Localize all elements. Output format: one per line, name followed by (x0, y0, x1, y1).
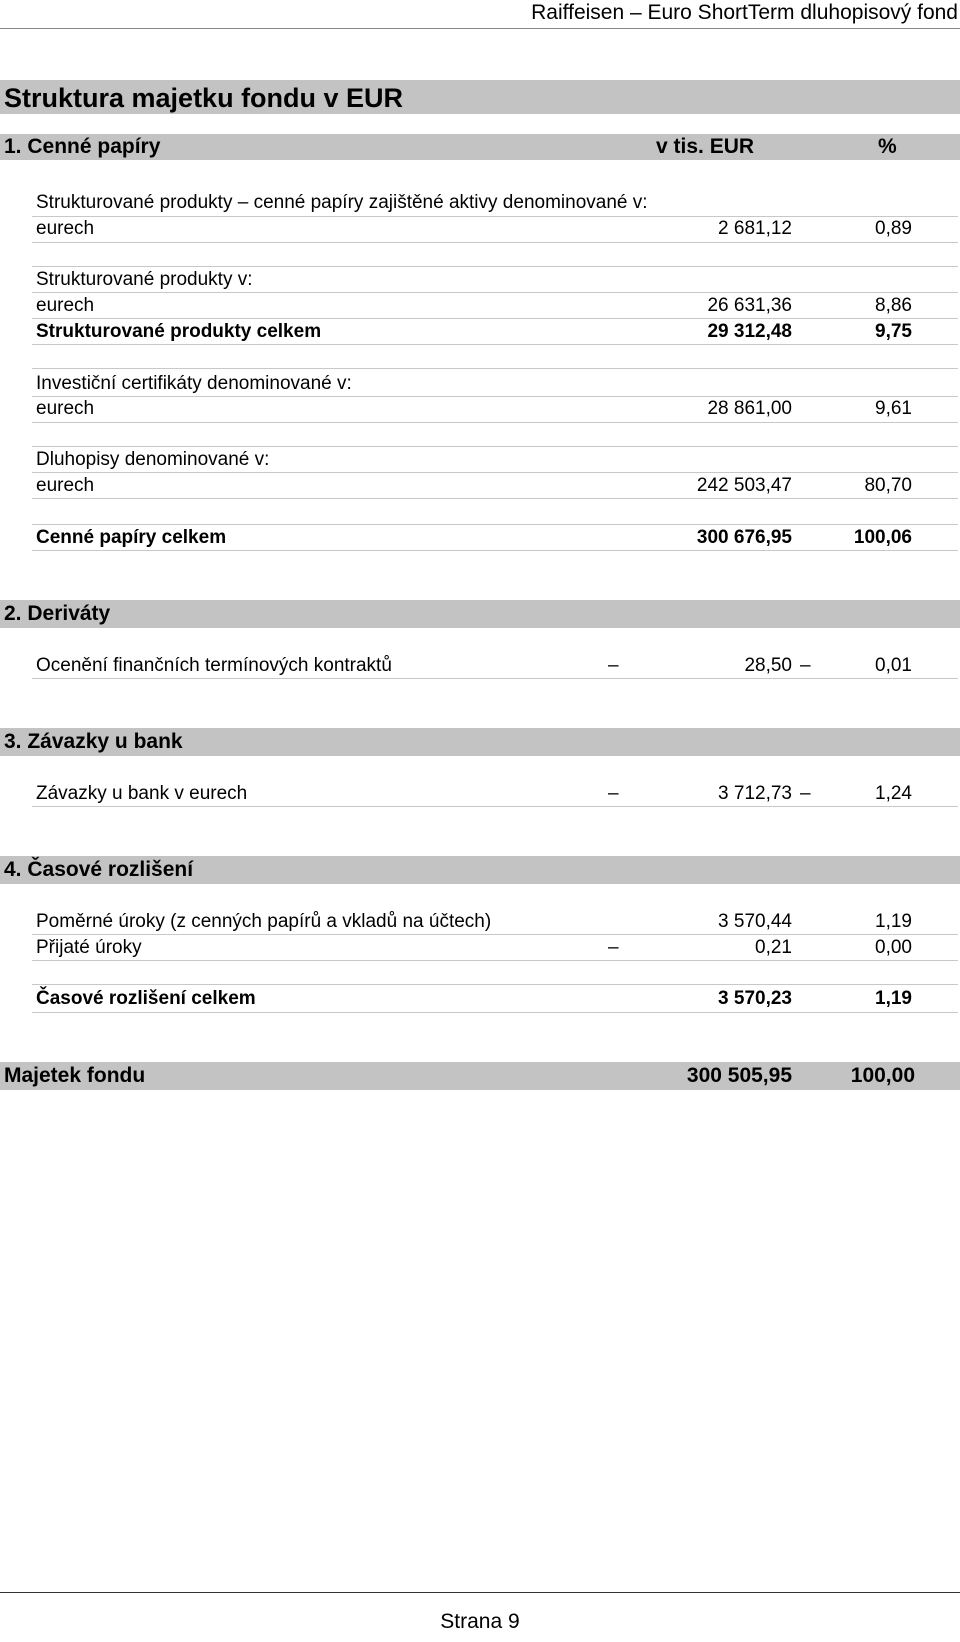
negative-sign: – (608, 783, 619, 804)
subtotal-percent: 9,75 (875, 321, 912, 342)
row-divider (32, 396, 958, 397)
section-3-header (0, 728, 960, 756)
page-title: Struktura majetku fondu v EUR (4, 83, 404, 113)
section-4-header (0, 856, 960, 884)
section-3-title: 3. Závazky u bank (4, 730, 183, 753)
row-label: Poměrné úroky (z cenných papírů a vkladů na účtech) (36, 911, 492, 932)
row-divider (32, 960, 958, 961)
row-divider (32, 1012, 958, 1013)
column-header-percent: % (878, 135, 897, 158)
footer-divider (0, 1592, 960, 1593)
section-1-total-percent: 100,06 (853, 527, 912, 548)
row-divider (32, 368, 958, 369)
row-divider (32, 984, 958, 985)
row-divider (32, 422, 958, 423)
negative-sign: – (608, 937, 619, 958)
subtotal-amount: 29 312,48 (707, 321, 792, 342)
subtotal-label: Strukturované produkty celkem (36, 321, 322, 342)
row-divider (32, 344, 958, 345)
row-divider (32, 446, 958, 447)
row-divider (32, 292, 958, 293)
section-2-title: 2. Deriváty (4, 602, 111, 625)
negative-sign: – (800, 783, 811, 804)
row-label: eurech (36, 475, 95, 496)
document-header: Raiffeisen – Euro ShortTerm dluhopisový fond (531, 1, 958, 24)
section-1-total-amount: 300 676,95 (696, 527, 792, 548)
row-divider (32, 498, 958, 499)
row-percent: 0,01 (875, 655, 912, 676)
row-percent: 0,00 (875, 937, 912, 958)
section-2-header (0, 600, 960, 628)
row-divider (32, 472, 958, 473)
section-1-total-label: Cenné papíry celkem (36, 527, 227, 548)
row-percent: 0,89 (875, 218, 912, 239)
page-title-band (0, 80, 960, 114)
row-amount: 0,21 (755, 937, 792, 958)
column-header-amount: v tis. EUR (656, 135, 755, 158)
row-label: Závazky u bank v eurech (36, 783, 248, 804)
row-percent: 9,61 (875, 398, 912, 419)
row-percent: 8,86 (875, 295, 912, 316)
row-label: eurech (36, 398, 95, 419)
row-label: eurech (36, 295, 95, 316)
page-number: Strana 9 (440, 1610, 520, 1633)
section-1-title: 1. Cenné papíry (4, 135, 161, 158)
group-label: Strukturované produkty – cenné papíry zajištěné aktivy denominované v: (36, 192, 648, 213)
row-amount: 3 570,44 (718, 911, 792, 932)
row-label: eurech (36, 218, 95, 239)
row-divider (32, 242, 958, 243)
section-1-header (0, 134, 960, 160)
row-divider (32, 318, 958, 319)
negative-sign: – (800, 655, 811, 676)
negative-sign: – (608, 655, 619, 676)
section-4-total-percent: 1,19 (875, 988, 912, 1009)
group-label: Strukturované produkty v: (36, 269, 253, 290)
row-amount: 26 631,36 (707, 295, 792, 316)
section-4-total-label: Časové rozlišení celkem (36, 988, 256, 1009)
row-amount: 2 681,12 (718, 218, 792, 239)
row-divider (32, 806, 958, 807)
row-divider (32, 266, 958, 267)
section-4-total-amount: 3 570,23 (718, 988, 792, 1009)
grand-total-amount: 300 505,95 (686, 1064, 792, 1087)
group-label: Investiční certifikáty denominované v: (36, 373, 352, 394)
row-amount: 3 712,73 (718, 783, 792, 804)
row-divider (32, 934, 958, 935)
group-label: Dluhopisy denominované v: (36, 449, 270, 470)
grand-total-label: Majetek fondu (4, 1064, 146, 1087)
row-divider (32, 524, 958, 525)
grand-total-percent: 100,00 (850, 1064, 915, 1087)
row-amount: 28,50 (744, 655, 792, 676)
row-divider (32, 550, 958, 551)
section-4-title: 4. Časové rozlišení (4, 858, 194, 881)
row-amount: 242 503,47 (696, 475, 792, 496)
row-percent: 1,19 (875, 911, 912, 932)
row-divider (32, 216, 958, 217)
row-percent: 80,70 (864, 475, 912, 496)
header-divider (0, 28, 960, 29)
row-divider (32, 678, 958, 679)
row-label: Ocenění finančních termínových kontraktů (36, 655, 392, 676)
row-label: Přijaté úroky (36, 937, 142, 958)
row-percent: 1,24 (875, 783, 912, 804)
grand-total-band (0, 1062, 960, 1090)
row-amount: 28 861,00 (707, 398, 792, 419)
